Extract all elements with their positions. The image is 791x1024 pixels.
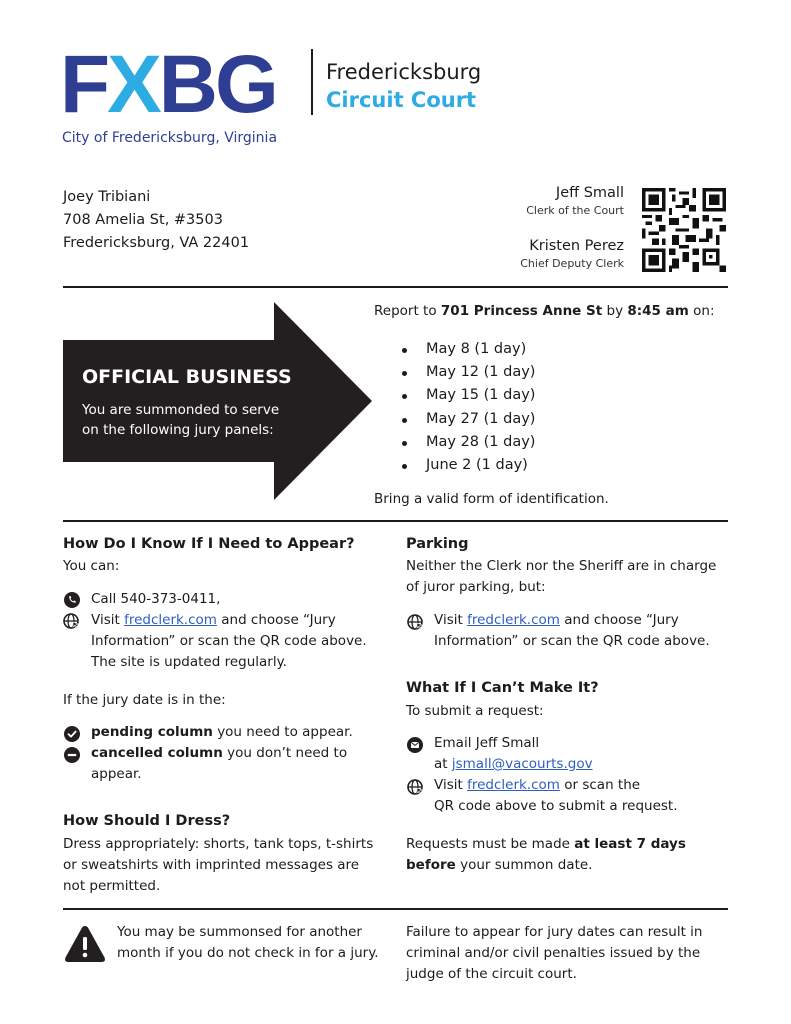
qr-code[interactable] xyxy=(642,188,726,272)
call-phone: Call 540-373-0411, xyxy=(91,591,221,607)
globe-icon xyxy=(407,779,423,795)
dress-line2: or sweatshirts with imprinted messages are xyxy=(63,857,360,873)
appear-intro: You can: xyxy=(63,558,120,574)
phone-icon xyxy=(64,592,80,608)
request-visit-line2: QR code above to submit a request. xyxy=(434,798,678,814)
parking-line2: of juror parking, but: xyxy=(406,579,546,595)
list-item: May 28 (1 day) xyxy=(398,431,535,454)
appear-heading: How Do I Know If I Need to Appear? xyxy=(63,536,355,552)
city-name: City of Fredericksburg, Virginia xyxy=(62,130,278,146)
recipient-address xyxy=(63,186,249,255)
dress-line1: Dress appropriately: shorts, tank tops, t-shirts xyxy=(63,836,374,852)
penalty-line2: criminal and/or civil penalties issued by the xyxy=(406,945,701,961)
clerk-name: Jeff Small xyxy=(555,185,624,201)
jury-date-intro: If the jury date is in the: xyxy=(63,692,226,708)
court-name-line2: Circuit Court xyxy=(326,88,477,112)
fredclerk-link[interactable]: fredclerk.com xyxy=(467,612,560,628)
penalty-line3: judge of the circuit court. xyxy=(406,966,577,982)
list-item: June 2 (1 day) xyxy=(398,454,535,477)
cancelled-column-note: cancelled column you don’t need to xyxy=(91,745,348,761)
pending-column-note: pending column you need to appear. xyxy=(91,724,353,740)
divider-top xyxy=(63,286,728,288)
minus-circle-icon xyxy=(64,747,80,763)
parking-line1: Neither the Clerk nor the Sheriff are in charge xyxy=(406,558,717,574)
fxbg-logo: FXBG xyxy=(60,39,276,130)
header-divider xyxy=(311,49,313,115)
list-item: May 15 (1 day) xyxy=(398,384,535,407)
globe-icon xyxy=(63,613,79,629)
divider-bottom xyxy=(63,908,728,910)
clerk-block xyxy=(526,185,624,217)
recipient-name: Joey Tribiani xyxy=(63,189,151,205)
parking-visit-line: Visit fredclerk.com and choose “Jury xyxy=(434,612,679,628)
cant-make-intro: To submit a request: xyxy=(406,703,544,719)
email-link[interactable]: jsmall@vacourts.gov xyxy=(451,756,593,772)
notice-text: You are summonded to serve on the following jury panels: xyxy=(82,402,280,438)
deputy-clerk-name: Kristen Perez xyxy=(529,238,624,254)
dress-heading: How Should I Dress? xyxy=(63,813,231,829)
report-instructions: Report to 701 Princess Anne St by 8:45 am on: xyxy=(374,303,715,319)
deputy-clerk-title: Chief Deputy Clerk xyxy=(520,257,624,270)
jury-dates-list xyxy=(398,338,535,477)
bring-id-note: Bring a valid form of identification. xyxy=(374,491,609,507)
appear-visit-line3: The site is updated regularly. xyxy=(91,654,287,670)
warn-line2: month if you do not check in for a jury. xyxy=(117,945,379,961)
list-item: May 12 (1 day) xyxy=(398,361,535,384)
parking-visit-line2: Information” or scan the QR code above. xyxy=(434,633,710,649)
request-visit-line: Visit fredclerk.com or scan the xyxy=(434,777,641,793)
cant-make-heading: What If I Can’t Make It? xyxy=(406,680,599,696)
warn-line1: You may be summonsed for another xyxy=(117,924,362,940)
email-line: Email Jeff Small xyxy=(434,735,540,751)
appear-visit-line: Visit fredclerk.com and choose “Jury xyxy=(91,612,336,628)
request-deadline-line2: before your summon date. xyxy=(406,857,593,873)
request-deadline: Requests must be made at least 7 days xyxy=(406,836,686,852)
penalty-line1: Failure to appear for jury dates can result in xyxy=(406,924,703,940)
dress-line3: not permitted. xyxy=(63,878,161,894)
appear-visit-line2: Information” or scan the QR code above. xyxy=(91,633,367,649)
list-item: May 8 (1 day) xyxy=(398,338,535,361)
email-icon xyxy=(407,737,423,753)
fredclerk-link[interactable]: fredclerk.com xyxy=(467,777,560,793)
parking-heading: Parking xyxy=(406,536,469,552)
fredclerk-link[interactable]: fredclerk.com xyxy=(124,612,217,628)
list-item: May 27 (1 day) xyxy=(398,408,535,431)
checkmark-icon xyxy=(64,726,80,742)
warning-icon xyxy=(64,924,106,964)
recipient-city: Fredericksburg, VA 22401 xyxy=(63,235,250,251)
notice-title: OFFICIAL BUSINESS xyxy=(82,366,292,388)
deputy-clerk-block xyxy=(520,238,624,270)
recipient-street: 708 Amelia St, #3503 xyxy=(63,212,223,228)
globe-icon xyxy=(407,614,423,630)
court-name-line1: Fredericksburg xyxy=(326,60,482,84)
email-address-line: at jsmall@vacourts.gov xyxy=(434,756,593,772)
divider-middle xyxy=(63,520,728,522)
clerk-title: Clerk of the Court xyxy=(526,204,624,217)
cancelled-column-note-line2: appear. xyxy=(91,766,142,782)
